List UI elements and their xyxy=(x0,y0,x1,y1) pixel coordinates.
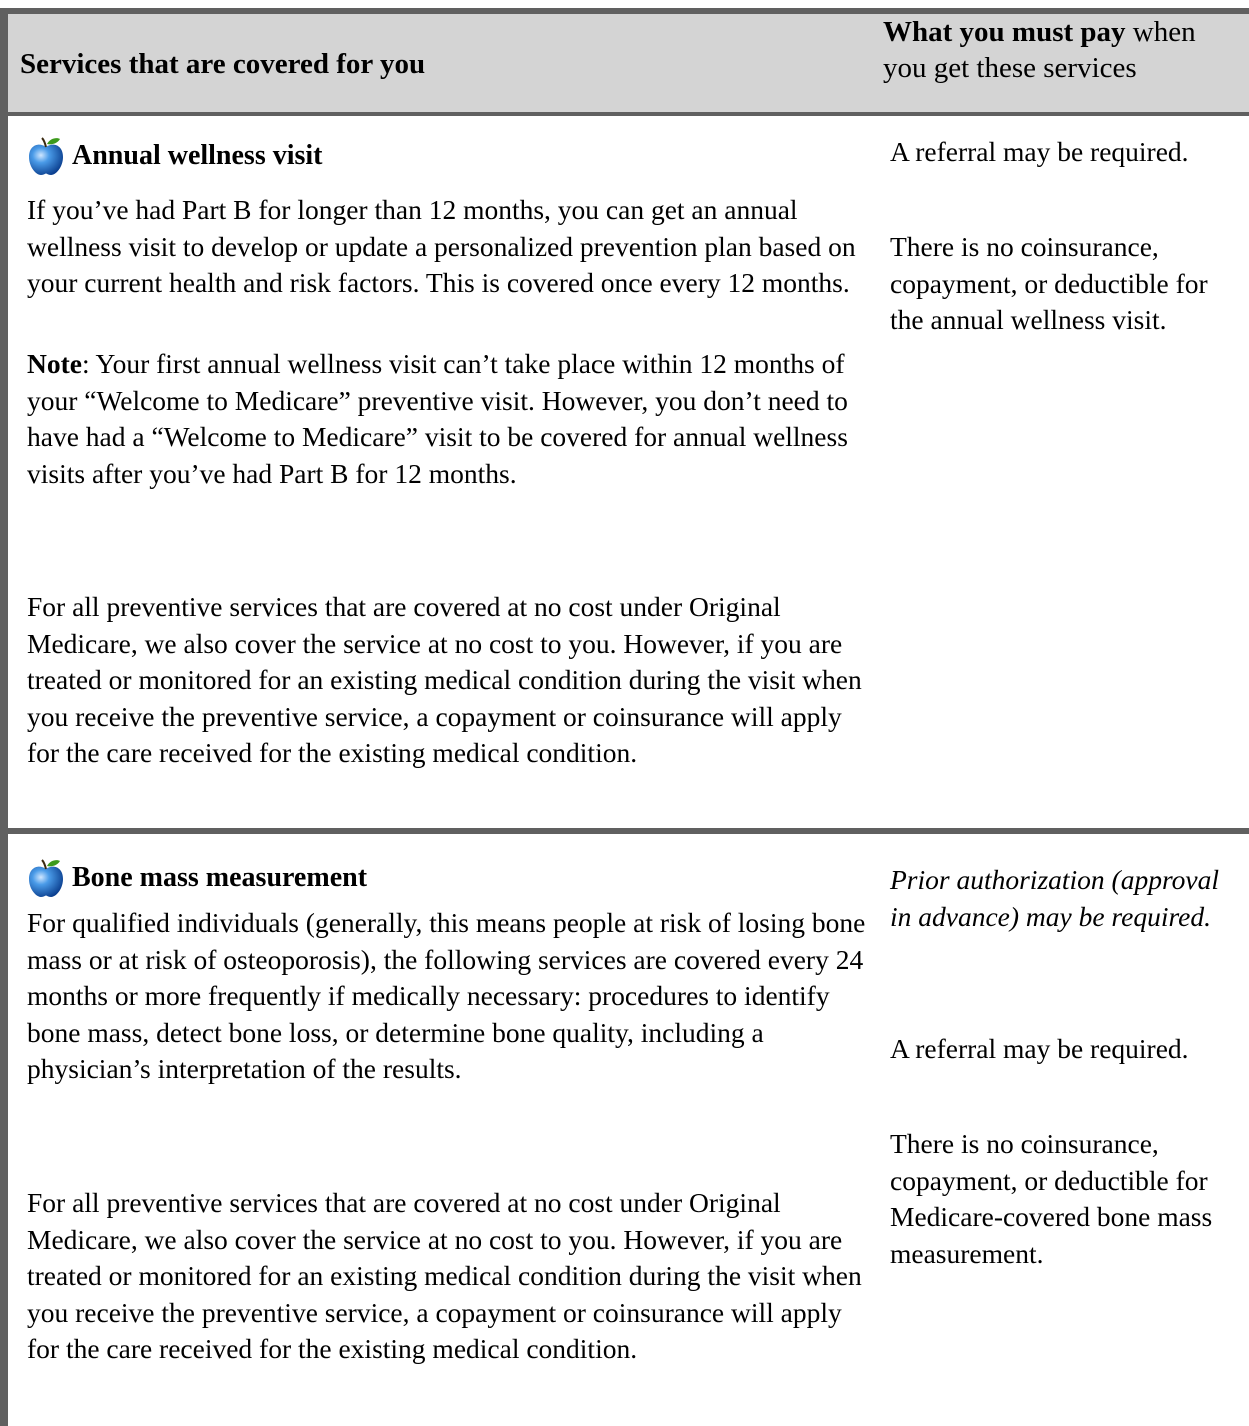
header-pay-column xyxy=(883,14,1243,86)
header-divider xyxy=(0,112,1249,116)
note-text: : Your first annual wellness visit can’t take place within 12 months of your “Welcome to Medicare” preventive visit. However, you don’t need to have had a “Welcome to Medicare” visit to be covered for annual wellness visits after you’ve had Part B for 12 months. xyxy=(27,348,848,489)
pay-referral-bone-mass xyxy=(890,1031,1245,1068)
service-paragraph: For qualified individuals (generally, this means people at risk of losing bone mass or at risk of osteoporosis), the following services are covered every 24 months or more frequently if medically necessary: procedures to identify bone mass, detect bone loss, or determine bone quality, including a physician’s interpretation of the results. xyxy=(27,907,866,1084)
table-left-border xyxy=(0,8,8,1426)
pay-prior-auth-bone-mass xyxy=(890,862,1245,935)
preventive-note-bone-mass xyxy=(27,1185,867,1368)
pay-text: A referral may be required. xyxy=(890,1033,1189,1064)
pay-text: There is no coinsurance, copayment, or deductible for Medicare-covered bone mass measurement. xyxy=(890,1128,1213,1269)
apple-icon xyxy=(27,136,65,176)
service-title-bone-mass xyxy=(27,858,367,898)
note-label: Note xyxy=(27,348,82,379)
service-paragraph: If you’ve had Part B for longer than 12 months, you can get an annual wellness visit to develop or update a personalized prevention plan based on your current health and risk factors. This is covered once every 12 months. xyxy=(27,194,856,298)
service-description-annual-wellness xyxy=(27,192,867,302)
pay-text: Prior authorization (approval in advance) may be required. xyxy=(890,864,1219,932)
row-divider xyxy=(0,828,1249,834)
service-note-annual-wellness xyxy=(27,346,867,492)
service-description-bone-mass xyxy=(27,905,867,1088)
preventive-note-paragraph: For all preventive services that are covered at no cost under Original Medicare, we also cover the service at no cost to you. However, if you are treated or monitored for an existing medical condition during the visit when you receive the preventive service, a copayment or coinsurance will apply for the care received for the existing medical condition. xyxy=(27,591,862,768)
note-paragraph xyxy=(27,346,867,492)
preventive-note-annual-wellness xyxy=(27,589,867,772)
service-title-text: Annual wellness visit xyxy=(72,140,323,171)
service-title-annual-wellness xyxy=(27,136,323,176)
pay-text: There is no coinsurance, copayment, or deductible for the annual wellness visit. xyxy=(890,231,1208,335)
pay-cost-annual-wellness xyxy=(890,229,1245,339)
pay-text: A referral may be required. xyxy=(890,136,1189,167)
pay-cost-bone-mass xyxy=(890,1126,1245,1272)
pay-referral-annual-wellness xyxy=(890,134,1245,171)
header-pay-bold: What you must pay xyxy=(883,16,1126,48)
header-services-column: Services that are covered for you xyxy=(20,48,426,80)
header-pay-rest: when you get these services xyxy=(883,16,1196,84)
apple-icon xyxy=(27,858,65,898)
service-title-text: Bone mass measurement xyxy=(72,862,368,893)
preventive-note-paragraph: For all preventive services that are covered at no cost under Original Medicare, we also cover the service at no cost to you. However, if you are treated or monitored for an existing medical condition during the visit when you receive the preventive service, a copayment or coinsurance will apply for the care received for the existing medical condition. xyxy=(27,1187,862,1364)
